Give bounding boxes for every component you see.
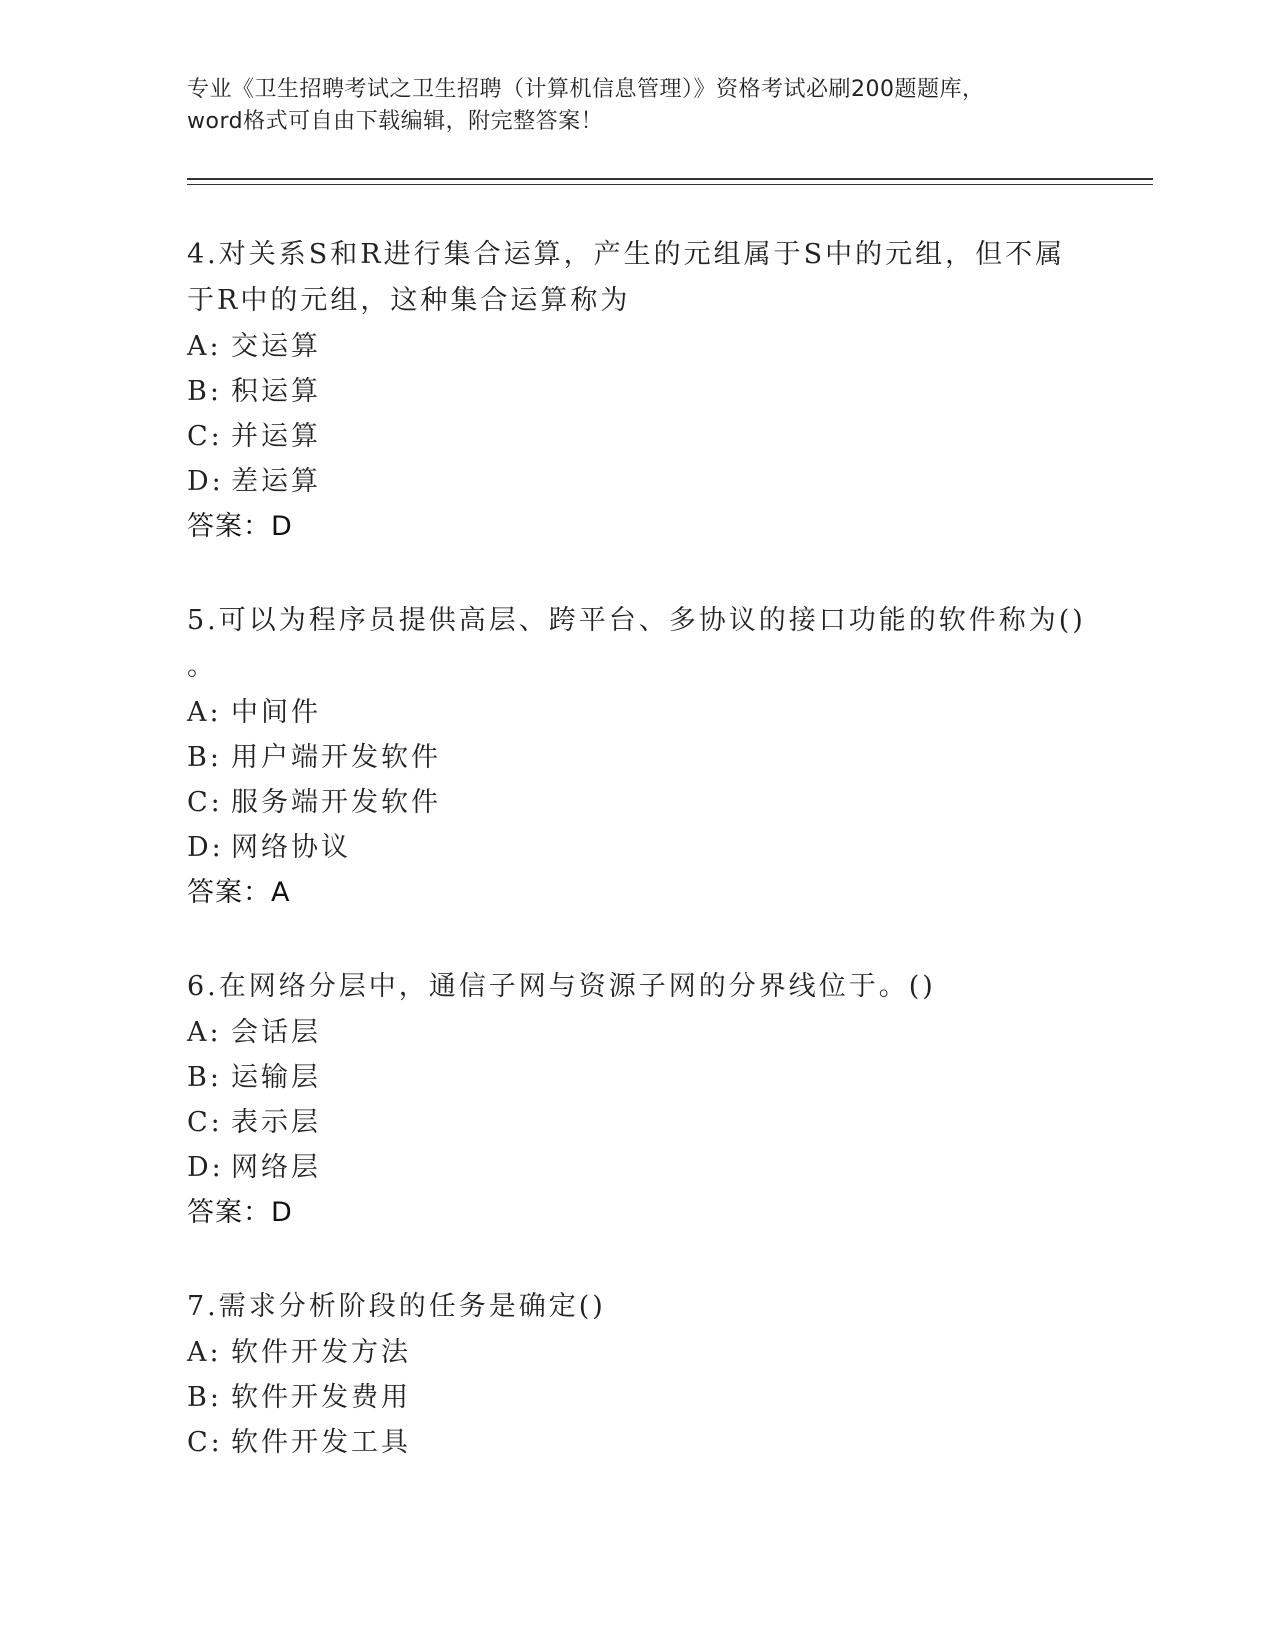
question-7 [187,1284,1087,1465]
header-line-1: 专业《卫生招聘考试之卫生招聘（计算机信息管理）》资格考试必刷200题题库， [187,77,985,102]
option-text: 并运算 [231,421,321,452]
option-key: A: [187,1337,222,1368]
answer-label: 答案：D [187,511,293,542]
question-stem-line-2: 。 [187,651,217,682]
option-c [187,1100,1087,1145]
option-b [187,369,1087,414]
option-key: D: [187,466,224,497]
option-key: C: [187,421,223,452]
answer-label: 答案：A [187,877,291,908]
document-header [187,74,1087,138]
option-key: A: [187,697,222,728]
option-c [187,1420,1087,1465]
option-key: D: [187,832,224,863]
option-text: 交运算 [231,331,321,362]
option-text: 网络层 [231,1152,321,1183]
question-stem-line-1: 4.对关系S和R进行集合运算，产生的元组属于S中的元组，但不属 [187,239,1066,270]
question-stem [187,232,1087,324]
question-stem [187,964,1087,1010]
option-text: 网络协议 [231,832,351,863]
option-text: 表示层 [231,1107,321,1138]
option-c [187,780,1087,825]
option-key: B: [187,376,222,407]
question-5 [187,598,1087,916]
question-4 [187,232,1087,550]
option-text: 软件开发方法 [231,1337,411,1368]
option-d [187,825,1087,870]
option-text: 差运算 [231,466,321,497]
option-d [187,1145,1087,1190]
answer-label: 答案：D [187,1197,293,1228]
option-d [187,459,1087,504]
option-text: 服务端开发软件 [231,787,441,818]
question-list [187,232,1087,1513]
question-6 [187,964,1087,1236]
option-b [187,735,1087,780]
question-stem [187,598,1087,690]
question-stem-line-1: 6.在网络分层中，通信子网与资源子网的分界线位于。() [187,971,936,1002]
option-key: C: [187,1427,223,1458]
option-key: B: [187,742,222,773]
question-stem [187,1284,1087,1330]
header-line-2: word格式可自由下载编辑，附完整答案！ [187,109,604,134]
option-key: A: [187,1017,222,1048]
option-key: B: [187,1382,222,1413]
header-divider [187,178,1153,185]
option-text: 积运算 [231,376,321,407]
option-b [187,1055,1087,1100]
question-stem-line-1: 7.需求分析阶段的任务是确定() [187,1291,606,1322]
option-text: 软件开发工具 [231,1427,411,1458]
option-text: 会话层 [231,1017,321,1048]
option-text: 软件开发费用 [231,1382,411,1413]
option-a [187,690,1087,735]
option-key: D: [187,1152,224,1183]
option-text: 用户端开发软件 [231,742,441,773]
option-c [187,414,1087,459]
option-key: C: [187,787,223,818]
option-a [187,324,1087,369]
option-text: 中间件 [231,697,321,728]
option-key: C: [187,1107,223,1138]
question-stem-line-2: 于R中的元组，这种集合运算称为 [187,285,631,316]
option-a [187,1010,1087,1055]
option-key: A: [187,331,222,362]
option-key: B: [187,1062,222,1093]
option-a [187,1330,1087,1375]
option-text: 运输层 [231,1062,321,1093]
option-b [187,1375,1087,1420]
question-stem-line-1: 5.可以为程序员提供高层、跨平台、多协议的接口功能的软件称为() [187,605,1086,636]
